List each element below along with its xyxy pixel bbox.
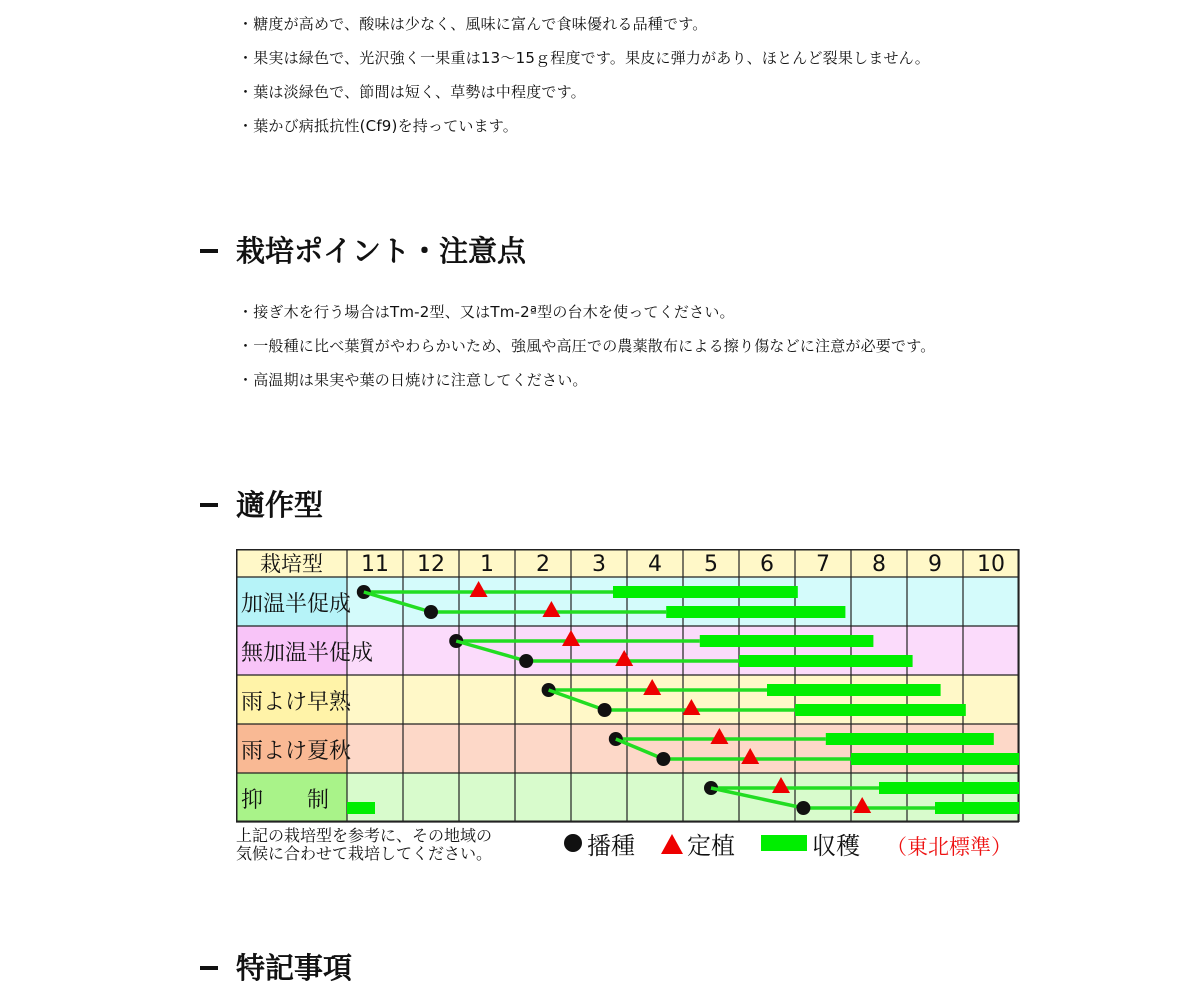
month-label: 1 — [480, 552, 494, 577]
month-label: 4 — [648, 552, 662, 577]
sowing-marker — [796, 801, 810, 815]
legend-standard-note: （東北標準） — [886, 835, 1012, 859]
cropping-type-label: 無加温半促成 — [241, 641, 374, 666]
harvest-bar — [347, 802, 375, 814]
cropping-type-label: 雨よけ早熟 — [241, 690, 352, 715]
harvest-bar — [613, 586, 798, 598]
calendar-footnote: 上記の栽培型を参考に、その地域の — [236, 826, 493, 845]
calendar-footnote: 気候に合わせて栽培してください。 — [236, 844, 493, 863]
legend-planting-icon — [661, 834, 683, 854]
month-label: 5 — [704, 552, 718, 577]
features-list — [238, 7, 930, 143]
cropping-type-label: 抑 制 — [241, 788, 330, 813]
cultivation-point-item: ・接ぎ木を行う場合はTm-2型、又はTm-2ª型の台木を使ってください。 — [238, 303, 735, 321]
sowing-marker — [519, 654, 533, 668]
cultivation-section-header — [200, 229, 526, 270]
sowing-marker — [656, 752, 670, 766]
notes-section-title: 特記事項 — [236, 951, 353, 985]
harvest-bar — [851, 753, 1019, 765]
notes-section-header — [200, 946, 352, 987]
legend-harvest-icon — [761, 835, 807, 851]
harvest-bar — [879, 782, 1019, 794]
legend-planting-label: 定植 — [687, 832, 735, 860]
feature-item: ・果実は緑色で、光沢強く一果重は13～15ｇ程度です。果皮に弾力があり、ほとんど裂果しません。 — [238, 49, 930, 67]
cropping-calendar — [236, 549, 1026, 864]
feature-item: ・葉かび病抵抗性(Cf9)を持っています。 — [238, 117, 519, 135]
harvest-bar — [795, 704, 966, 716]
month-label: 9 — [928, 552, 942, 577]
harvest-bar — [767, 684, 941, 696]
month-label: 7 — [816, 552, 830, 577]
cultivation-section-title: 栽培ポイント・注意点 — [236, 234, 527, 268]
cultivation-point-item: ・一般種に比べ葉質がやわらかいため、強風や高圧での農薬散布による擦り傷などに注意が必要です。 — [238, 337, 936, 355]
cropping-section-header — [200, 483, 323, 524]
harvest-bar — [739, 655, 913, 667]
sowing-marker — [424, 605, 438, 619]
harvest-bar — [826, 733, 994, 745]
feature-item: ・葉は淡緑色で、節間は短く、草勢は中程度です。 — [238, 83, 586, 101]
harvest-bar — [935, 802, 1019, 814]
calendar-header-label: 栽培型 — [260, 552, 323, 576]
cropping-section-title: 適作型 — [236, 488, 324, 522]
harvest-bar — [666, 606, 845, 618]
month-label: 11 — [361, 552, 389, 577]
harvest-bar — [700, 635, 874, 647]
legend-sowing-icon — [564, 834, 582, 852]
legend-harvest-label: 収穫 — [812, 832, 860, 860]
month-label: 10 — [977, 552, 1005, 577]
section-dash-icon — [200, 503, 218, 507]
cropping-type-label: 雨よけ夏秋 — [241, 739, 352, 764]
section-dash-icon — [200, 249, 218, 253]
month-label: 2 — [536, 552, 550, 577]
month-label: 6 — [760, 552, 774, 577]
cultivation-points-list — [238, 295, 935, 397]
feature-item: ・糖度が高めで、酸味は少なく、風味に富んで食味優れる品種です。 — [238, 15, 708, 33]
month-label: 8 — [872, 552, 886, 577]
month-label: 12 — [417, 552, 445, 577]
legend-sowing-label: 播種 — [587, 832, 635, 860]
cropping-type-label: 加温半促成 — [241, 592, 352, 617]
cultivation-point-item: ・高温期は果実や葉の日焼けに注意してください。 — [238, 371, 588, 389]
section-dash-icon — [200, 966, 218, 970]
sowing-marker — [598, 703, 612, 717]
month-label: 3 — [592, 552, 606, 577]
